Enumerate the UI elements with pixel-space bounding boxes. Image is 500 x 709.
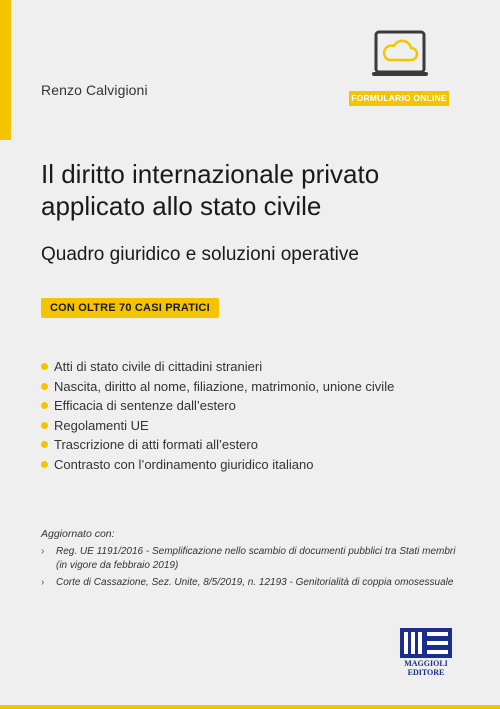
title-line: Il diritto internazionale privato	[41, 159, 380, 189]
update-list	[41, 545, 455, 593]
chevron-right-icon: ›	[41, 546, 45, 557]
list-item	[41, 377, 394, 397]
book-subtitle: Quadro giuridico e soluzioni operative	[41, 244, 359, 265]
bullet-dot-icon	[41, 402, 48, 409]
bullet-dot-icon	[41, 383, 48, 390]
topic-list	[41, 357, 394, 475]
list-item-label: Nascita, diritto al nome, filiazione, matrimonio, unione civile	[54, 378, 395, 394]
tagline-badge: CON OLTRE 70 CASI PRATICI	[41, 298, 219, 318]
list-item-label: Contrasto con l’ordinamento giuridico italiano	[54, 456, 314, 472]
list-item-label: Atti di stato civile di cittadini stranieri	[54, 359, 263, 374]
list-item-label: Regolamenti UE	[54, 417, 149, 433]
bullet-dot-icon	[41, 461, 48, 468]
list-item	[41, 455, 394, 475]
author-name: Renzo Calvigioni	[41, 82, 148, 98]
update-item	[41, 545, 455, 573]
list-item-label: Efficacia di sentenze dall’estero	[54, 398, 236, 414]
update-text: Reg. UE 1191/2016 - Semplificazione nello scambio di documenti pubblici tra Stati membri	[56, 546, 456, 557]
bullet-dot-icon	[41, 422, 48, 429]
online-form-badge	[345, 30, 455, 110]
list-item	[41, 416, 394, 436]
list-item	[41, 357, 394, 377]
list-item-label: Trascrizione di atti formati all’estero	[54, 437, 258, 453]
updated-heading: Aggiornato con:	[41, 528, 115, 540]
chevron-right-icon: ›	[41, 577, 45, 588]
list-item	[41, 435, 394, 455]
book-title	[41, 158, 481, 222]
title-line: applicato allo stato civile	[41, 191, 322, 221]
bullet-dot-icon	[41, 441, 48, 448]
update-text-cont: (in vigore da febbraio 2019)	[56, 560, 179, 571]
publisher-line: MAGGIOLI	[404, 659, 448, 668]
publisher-name	[400, 660, 452, 677]
accent-stripe	[0, 0, 11, 140]
publisher-logo	[400, 628, 452, 677]
update-item	[41, 576, 455, 590]
bullet-dot-icon	[41, 363, 48, 370]
maggioli-logo-icon	[400, 628, 452, 658]
bottom-accent-bar	[0, 705, 500, 709]
publisher-line: EDITORE	[407, 667, 445, 677]
update-text: Corte di Cassazione, Sez. Unite, 8/5/2019, n. 12193 - Genitorialità di coppia omosessuale	[56, 577, 454, 588]
online-form-label: FORMULARIO ONLINE	[349, 91, 449, 106]
laptop-cloud-icon	[370, 30, 430, 86]
list-item	[41, 396, 394, 416]
